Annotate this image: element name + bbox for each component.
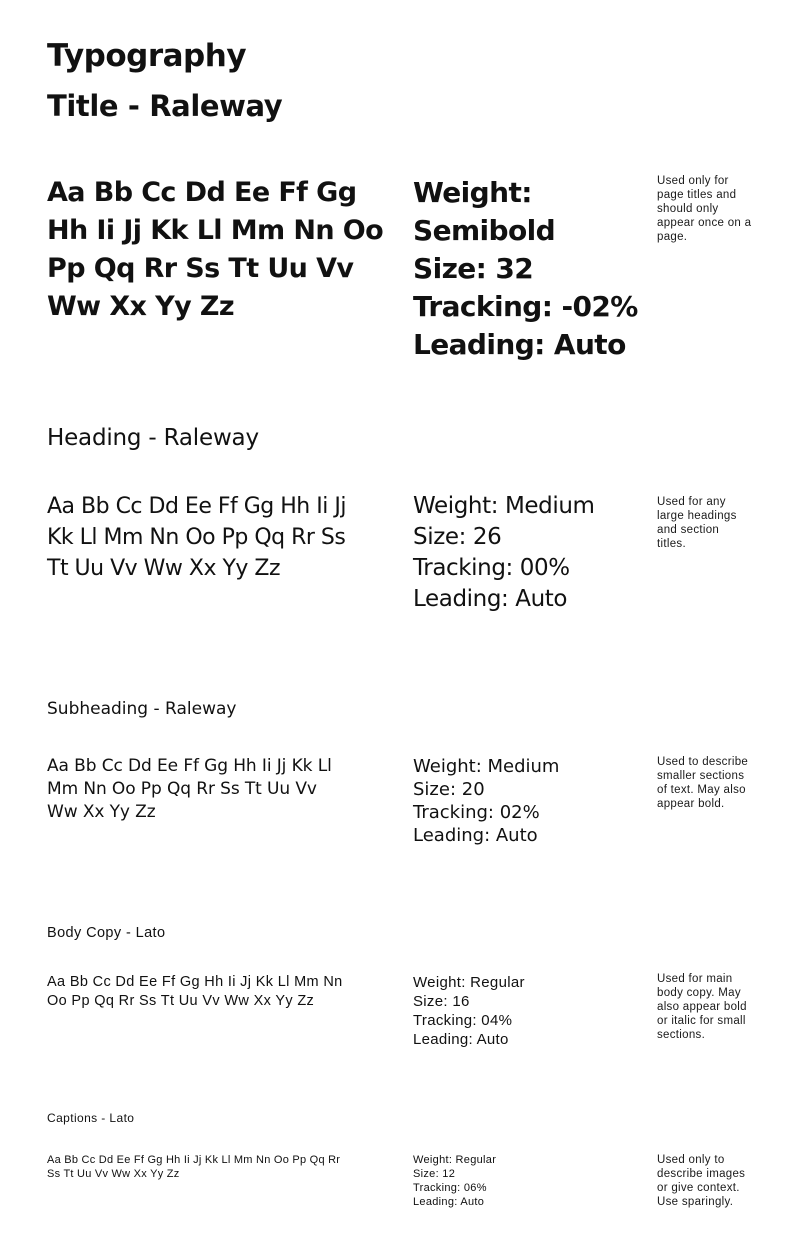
- note-line: sections.: [657, 1029, 706, 1041]
- note-line: titles.: [657, 538, 686, 550]
- alphabet-line: Kk Ll Mm Nn Oo Pp Qq Rr Ss: [47, 525, 346, 550]
- alphabet-line: Aa Bb Cc Dd Ee Ff Gg Hh Ii Jj: [47, 494, 346, 519]
- spec-line: Weight: Regular: [413, 1154, 497, 1166]
- note-line: and section: [657, 524, 720, 536]
- alphabet-sample: [47, 1153, 340, 1181]
- note-line: or give context.: [657, 1182, 740, 1194]
- note-line: body copy. May: [657, 987, 741, 999]
- alphabet-sample: [47, 973, 343, 1011]
- alphabet-sample: [47, 755, 332, 824]
- alphabet-line: Ww Xx Yy Zz: [47, 291, 235, 322]
- spec-line: Tracking: 04%: [413, 1012, 513, 1029]
- note-line: page.: [657, 231, 688, 243]
- alphabet-line: Aa Bb Cc Dd Ee Ff Gg: [47, 177, 357, 208]
- section-title: Subheading - Raleway: [47, 699, 237, 719]
- spec-line: Semibold: [413, 214, 556, 247]
- section-title: Captions - Lato: [47, 1111, 135, 1125]
- usage-note: [657, 972, 747, 1042]
- note-line: page titles and: [657, 189, 737, 201]
- type-specs: [413, 491, 595, 615]
- spec-line: Size: 16: [413, 993, 470, 1010]
- alphabet-line: Oo Pp Qq Rr Ss Tt Uu Vv Ww Xx Yy Zz: [47, 993, 315, 1009]
- alphabet-line: Aa Bb Cc Dd Ee Ff Gg Hh Ii Jj Kk Ll Mm Nn Oo Pp Qq Rr: [47, 1154, 341, 1166]
- alphabet-line: Tt Uu Vv Ww Xx Yy Zz: [47, 556, 281, 581]
- alphabet-line: Hh Ii Jj Kk Ll Mm Nn Oo: [47, 215, 384, 246]
- alphabet-sample: [47, 174, 383, 326]
- usage-note: [657, 495, 737, 551]
- spec-line: Weight: Medium: [413, 493, 595, 519]
- note-line: Use sparingly.: [657, 1196, 734, 1208]
- spec-line: Leading: Auto: [413, 1031, 509, 1048]
- alphabet-line: Pp Qq Rr Ss Tt Uu Vv: [47, 253, 354, 284]
- alphabet-line: Aa Bb Cc Dd Ee Ff Gg Hh Ii Jj Kk Ll: [47, 756, 332, 776]
- alphabet-sample: [47, 491, 346, 584]
- spec-line: Leading: Auto: [413, 1196, 485, 1208]
- section-title: Body Copy - Lato: [47, 925, 166, 941]
- type-specs: [413, 174, 638, 364]
- usage-note: [657, 755, 748, 811]
- spec-line: Leading: Auto: [413, 586, 568, 612]
- alphabet-line: Aa Bb Cc Dd Ee Ff Gg Hh Ii Jj Kk Ll Mm Nn: [47, 974, 343, 990]
- note-line: Used only for: [657, 175, 729, 187]
- spec-line: Leading: Auto: [413, 825, 538, 846]
- note-line: Used for main: [657, 973, 733, 985]
- type-specs: [413, 1153, 496, 1209]
- spec-line: Leading: Auto: [413, 328, 626, 361]
- usage-note: [657, 1153, 745, 1209]
- note-line: should only: [657, 203, 719, 215]
- spec-line: Weight: Medium: [413, 756, 560, 777]
- note-line: also appear bold: [657, 1001, 747, 1013]
- note-line: appear once on a: [657, 217, 752, 229]
- spec-line: Size: 32: [413, 252, 534, 285]
- note-line: large headings: [657, 510, 737, 522]
- note-line: smaller sections: [657, 770, 745, 782]
- spec-line: Tracking: 06%: [413, 1182, 487, 1194]
- usage-note: [657, 174, 751, 244]
- spec-line: Weight: Regular: [413, 974, 525, 991]
- spec-line: Size: 26: [413, 524, 502, 550]
- alphabet-line: Ss Tt Uu Vv Ww Xx Yy Zz: [47, 1168, 180, 1180]
- page-title: Typography: [47, 38, 247, 74]
- section-title: Heading - Raleway: [47, 425, 259, 451]
- spec-line: Size: 20: [413, 779, 485, 800]
- note-line: Used only to: [657, 1154, 725, 1166]
- spec-line: Tracking: -02%: [413, 290, 638, 323]
- spec-line: Weight:: [413, 176, 532, 209]
- note-line: or italic for small: [657, 1015, 746, 1027]
- section-title: Title - Raleway: [47, 89, 283, 123]
- note-line: describe images: [657, 1168, 746, 1180]
- alphabet-line: Mm Nn Oo Pp Qq Rr Ss Tt Uu Vv: [47, 779, 317, 799]
- note-line: Used for any: [657, 496, 726, 508]
- spec-line: Tracking: 02%: [413, 802, 540, 823]
- alphabet-line: Ww Xx Yy Zz: [47, 802, 156, 822]
- type-specs: [413, 755, 559, 847]
- spec-line: Size: 12: [413, 1168, 456, 1180]
- spec-line: Tracking: 00%: [413, 555, 570, 581]
- type-specs: [413, 973, 525, 1049]
- note-line: of text. May also: [657, 784, 746, 796]
- note-line: appear bold.: [657, 798, 725, 810]
- note-line: Used to describe: [657, 756, 749, 768]
